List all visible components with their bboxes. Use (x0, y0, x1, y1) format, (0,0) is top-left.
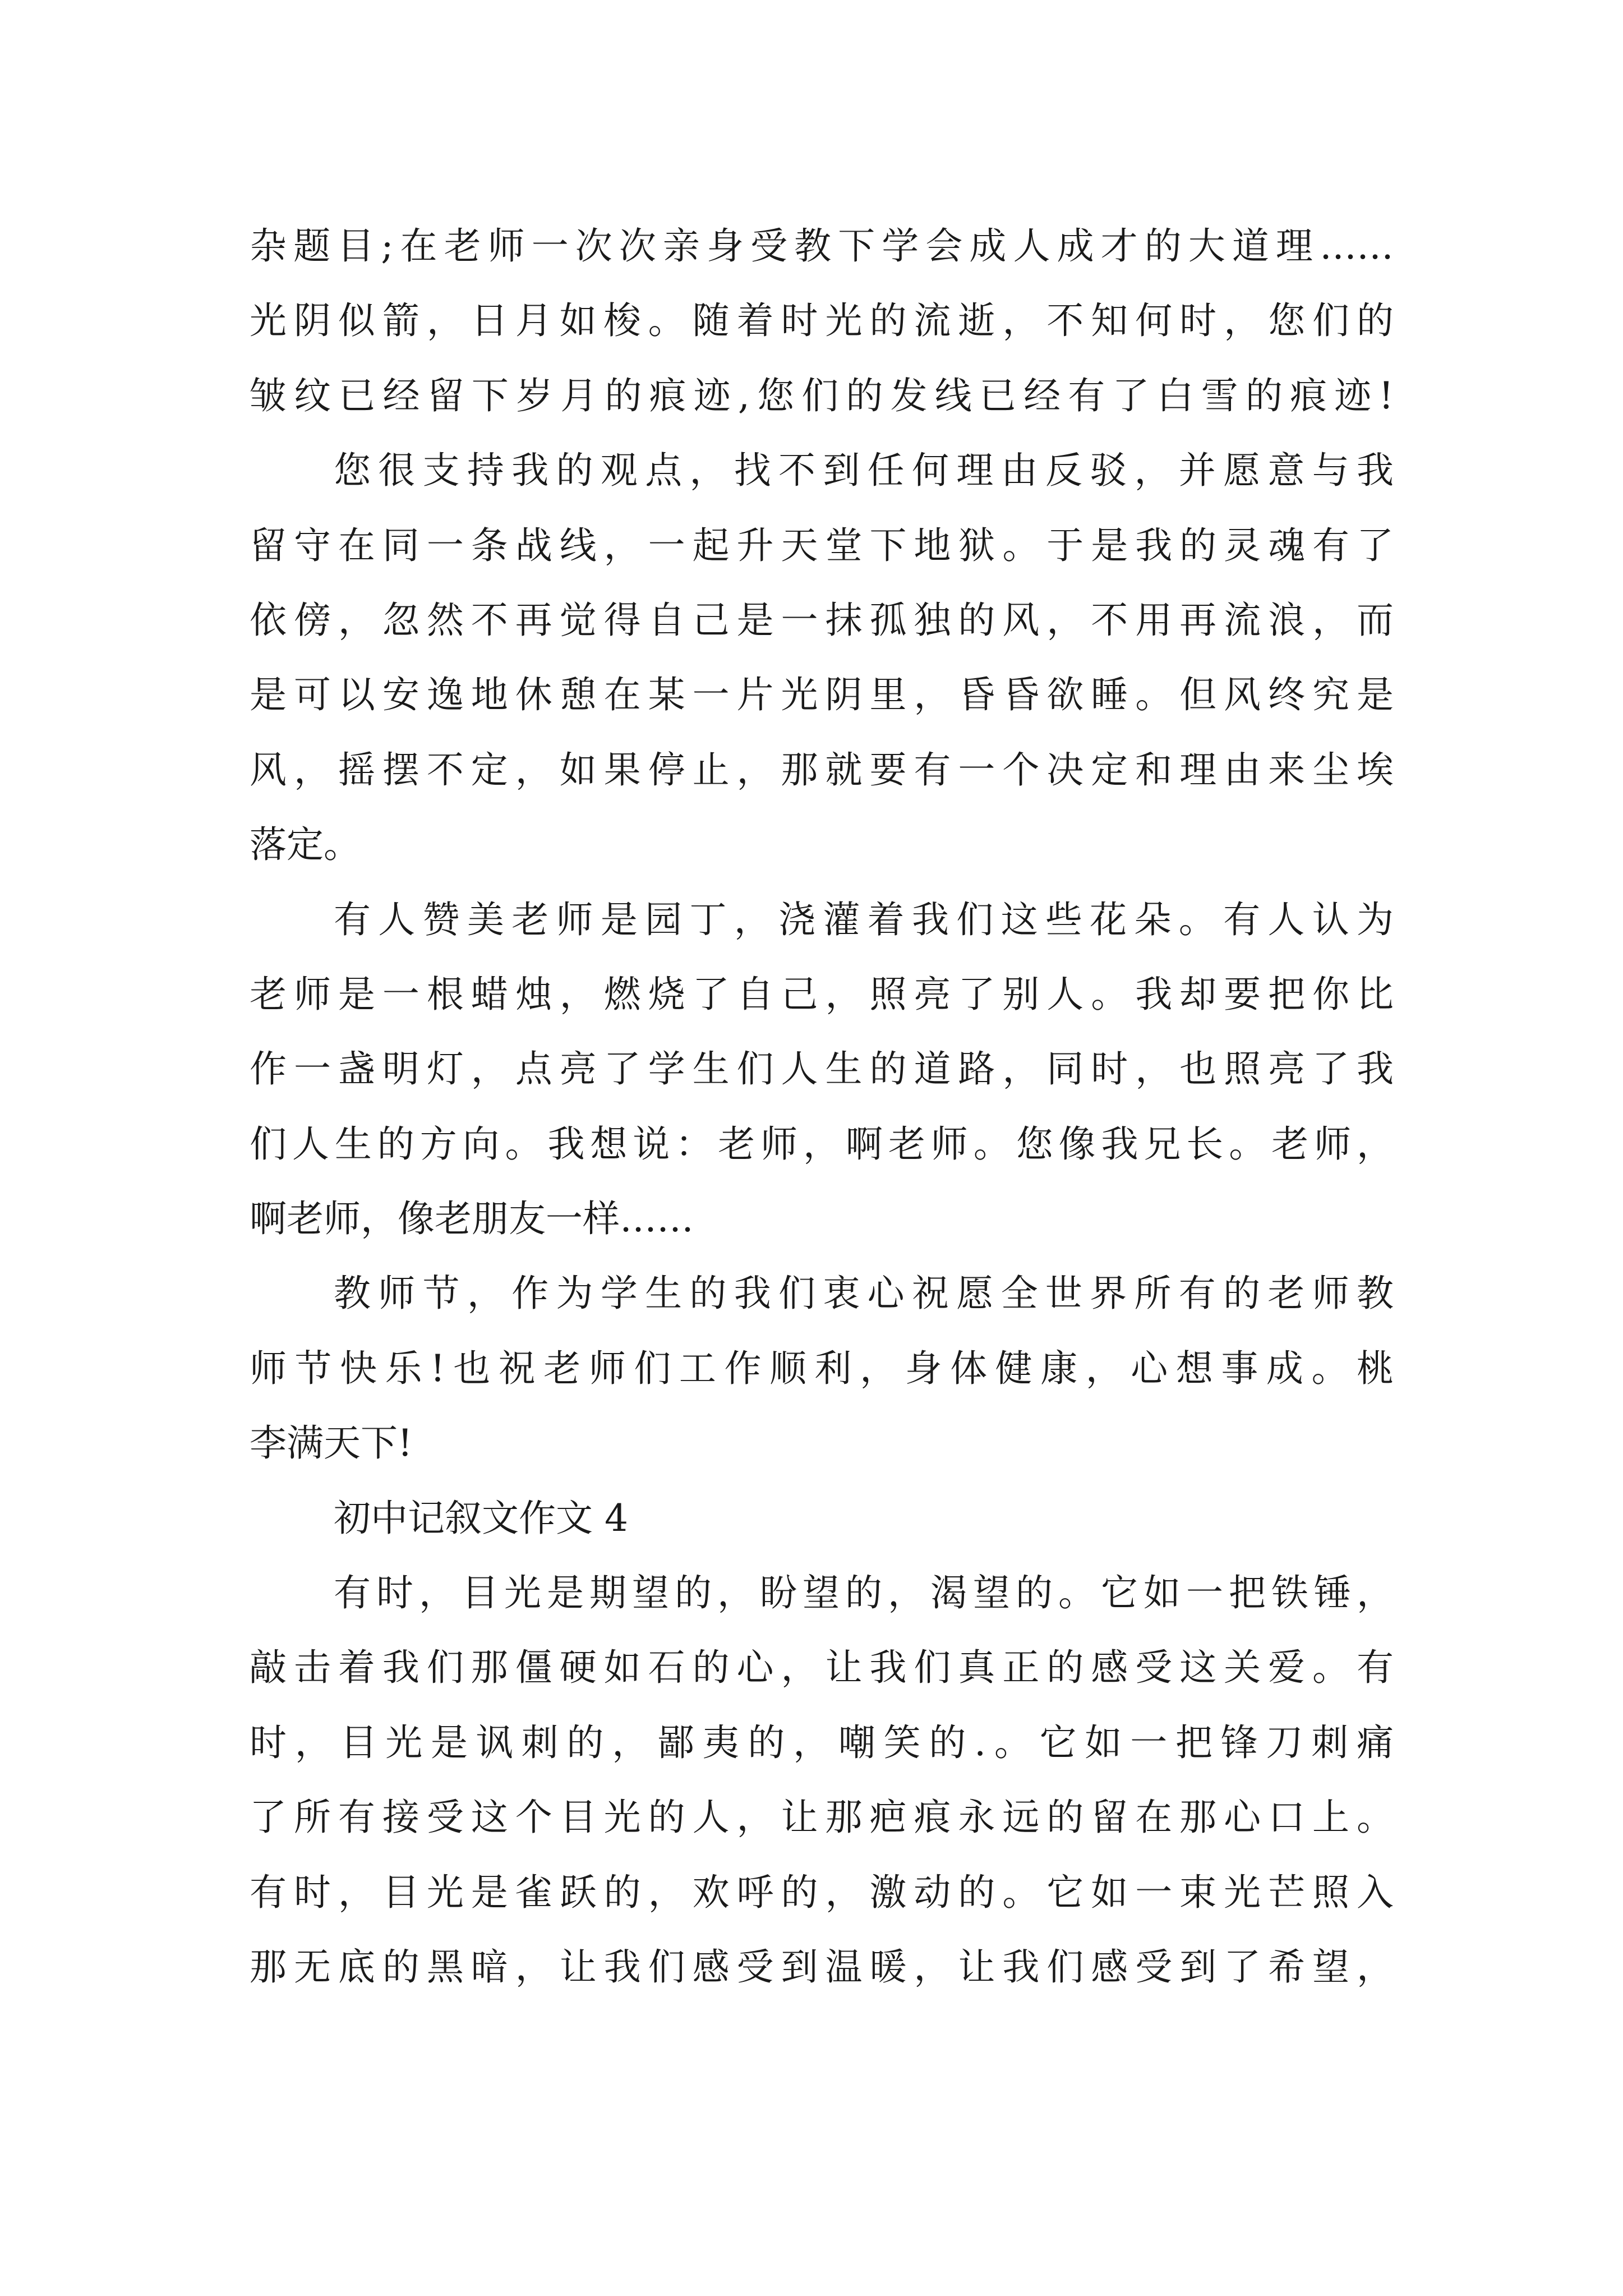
text-line: 那无底的黑暗，让我们感受到温暖，让我们感受到了希望， (250, 1945, 1394, 1989)
section-heading: 初中记叙文作文 4 (334, 1496, 628, 1540)
text-line: 时，目光是讽刺的，鄙夷的，嘲笑的.。它如一把锋刀刺痛 (250, 1720, 1394, 1764)
text-line: 杂题目;在老师一次次亲身受教下学会成人成才的大道理…… (250, 224, 1394, 268)
text-line: 有时，目光是雀跃的，欢呼的，激动的。它如一束光芒照入 (250, 1870, 1394, 1914)
text-line: 是可以安逸地休憩在某一片光阴里，昏昏欲睡。但风终究是 (250, 673, 1394, 717)
text-line: 皱纹已经留下岁月的痕迹,您们的发线已经有了白雪的痕迹! (250, 374, 1394, 417)
text-line: 了所有接受这个目光的人，让那疤痕永远的留在那心口上。 (250, 1796, 1394, 1839)
paragraph-start-line: 您很支持我的观点，找不到任何理由反驳，并愿意与我 (334, 449, 1394, 493)
text-line: 落定。 (250, 823, 361, 867)
text-line: 们人生的方向。我想说：老师，啊老师。您像我兄长。老师， (250, 1122, 1394, 1166)
text-line: 李满天下! (250, 1421, 413, 1465)
text-line: 依傍，忽然不再觉得自己是一抹孤独的风，不用再流浪，而 (250, 598, 1394, 642)
text-line: 师节快乐!也祝老师们工作顺利，身体健康，心想事成。桃 (250, 1346, 1394, 1390)
text-line: 老师是一根蜡烛，燃烧了自己，照亮了别人。我却要把你比 (250, 972, 1394, 1016)
body-text (250, 209, 1394, 2004)
text-line: 啊老师，像老朋友一样…… (250, 1197, 694, 1241)
text-line: 风，摇摆不定，如果停止，那就要有一个决定和理由来尘埃 (250, 748, 1394, 792)
text-line: 作一盏明灯，点亮了学生们人生的道路，同时，也照亮了我 (250, 1047, 1394, 1091)
paragraph-start-line: 有时，目光是期望的，盼望的，渴望的。它如一把铁锤， (334, 1571, 1394, 1615)
paragraph-start-line: 有人赞美老师是园丁，浇灌着我们这些花朵。有人认为 (334, 898, 1394, 941)
text-line: 留守在同一条战线，一起升天堂下地狱。于是我的灵魂有了 (250, 523, 1394, 567)
text-line: 敲击着我们那僵硬如石的心，让我们真正的感受这关爱。有 (250, 1646, 1394, 1690)
paragraph-start-line: 教师节，作为学生的我们衷心祝愿全世界所有的老师教 (334, 1272, 1394, 1315)
text-line: 光阴似箭，日月如梭。随着时光的流逝，不知何时，您们的 (250, 299, 1394, 343)
